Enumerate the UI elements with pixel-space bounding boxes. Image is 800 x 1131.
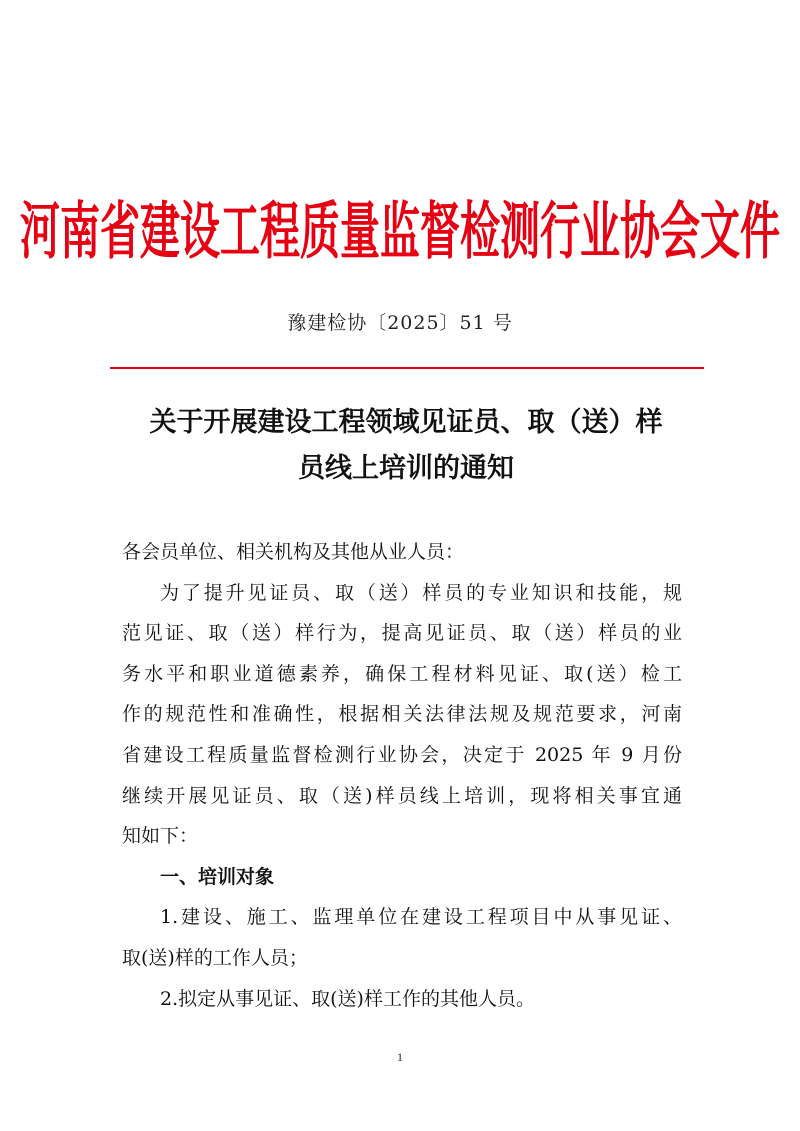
- paragraph-line: 作的规范性和准确性，根据相关法律法规及规范要求，河南: [122, 703, 682, 726]
- salutation: 各会员单位、相关机构及其他从业人员：: [122, 541, 465, 563]
- page-number: 1: [397, 1050, 403, 1064]
- paragraph-line: 范见证、取（送）样行为，提高见证员、取（送）样员的业: [122, 622, 682, 645]
- paragraph-line: 为了提升见证员、取（送）样员的专业知识和技能，规: [160, 581, 682, 604]
- issuer-header-title: 河南省建设工程质量监督检测行业协会文件: [20, 195, 780, 269]
- notice-title-line-2: 员线上培训的通知: [298, 453, 514, 484]
- paragraph-line: 务水平和职业道德素养，确保工程材料见证、取(送）检工: [122, 662, 682, 685]
- notice-title-line-1: 关于开展建设工程领域见证员、取（送）样: [149, 407, 663, 438]
- paragraph-line: 继续开展见证员、取（送)样员线上培训，现将相关事宜通: [122, 784, 682, 807]
- section-heading-training-target: 一、培训对象: [160, 865, 275, 888]
- document-number: 豫建检协〔2025〕51 号: [287, 312, 513, 334]
- list-item-line: 1.建设、施工、监理单位在建设工程项目中从事见证、: [160, 906, 682, 929]
- paragraph-line: 省建设工程质量监督检测行业协会，决定于 2025 年 9 月份: [122, 743, 682, 766]
- list-item-line: 取(送)样的工作人员；: [122, 946, 308, 969]
- paragraph-line: 知如下：: [122, 825, 199, 848]
- red-separator-line: [110, 367, 704, 369]
- list-item-line: 2.拟定从事见证、取(送)样工作的其他人员。: [160, 987, 535, 1010]
- notice-title: [110, 400, 702, 492]
- notice-body: [122, 532, 682, 1019]
